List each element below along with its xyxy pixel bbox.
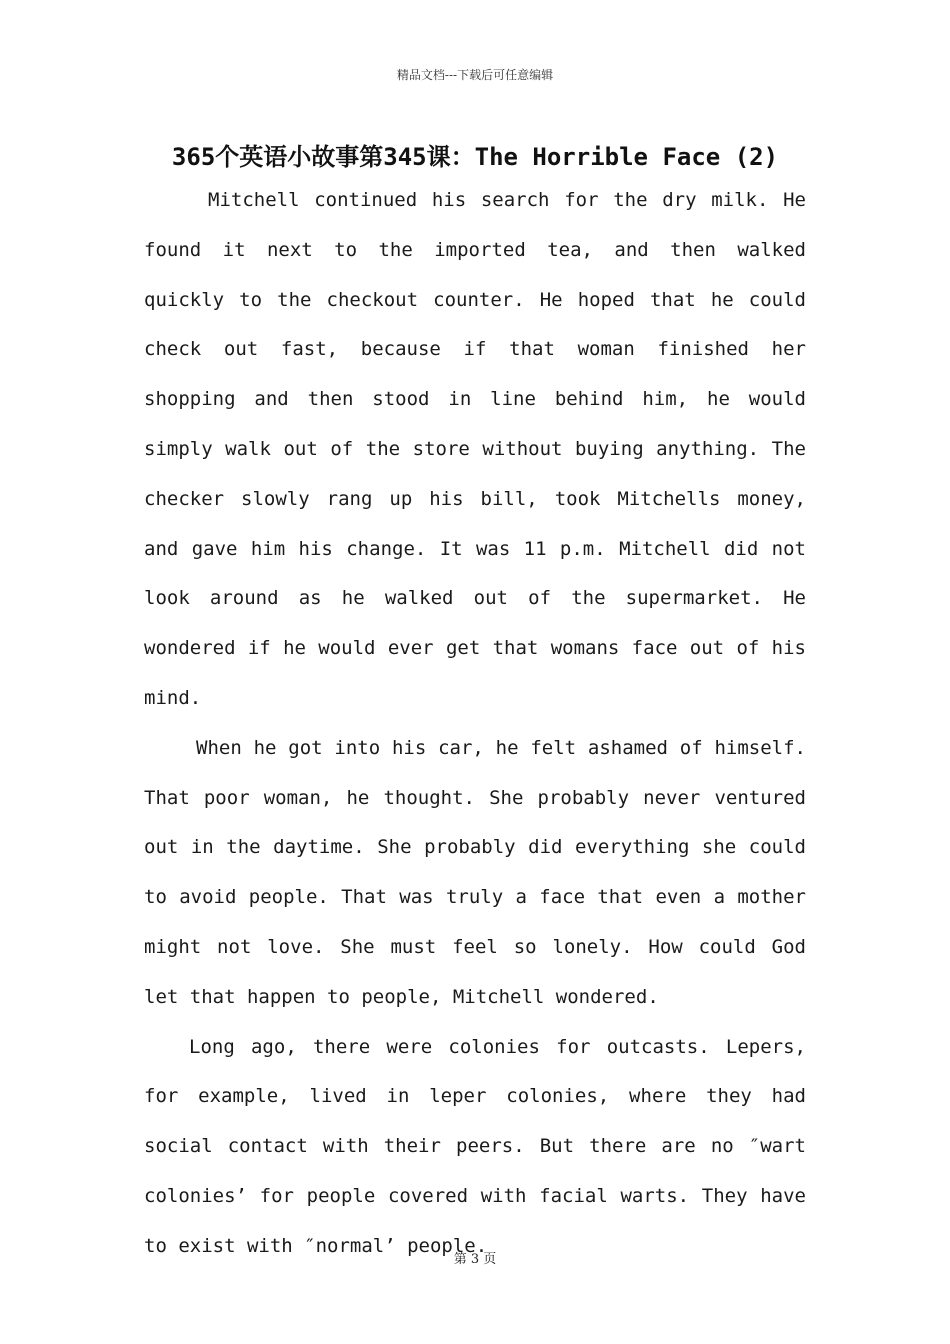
page-title: 365个英语小故事第345课：The Horrible Face (2) <box>171 143 779 171</box>
page-number: 第 3 页 <box>453 1252 497 1267</box>
document-body <box>144 176 806 1272</box>
paragraph-3: Long ago, there were colonies for outcasts. Lepers, for example, lived in leper colonies, where they had social contact with their peers. But there are no ″wart colonies’ for people covered with facial warts. They have to exist with ″normal’ people. <box>144 1035 806 1257</box>
document-header-note: 精品文档---下载后可任意编辑 <box>396 68 554 82</box>
paragraph-1: Mitchell continued his search for the dry milk. He found it next to the imported tea, and then walked quickly to the checkout counter. He hoped that he could check out fast, because if that woman finished her shopping and then stood in line behind him, he would simply walk out of the store without buying anything. The checker slowly rang up his bill, took Mitchells money, and gave him his change. It was 11 p.m. Mitchell did not look around as he walked out of the supermarket. He wondered if he would ever get that womans face out of his mind. <box>144 189 806 709</box>
paragraph-2: When he got into his car, he felt ashamed of himself. That poor woman, he thought. She probably never ventured out in the daytime. She probably did everything she could to avoid people. That was truly a face that even a mother might not love. She must feel so lonely. How could God let that happen to people, Mitchell wondered. <box>144 736 806 1008</box>
